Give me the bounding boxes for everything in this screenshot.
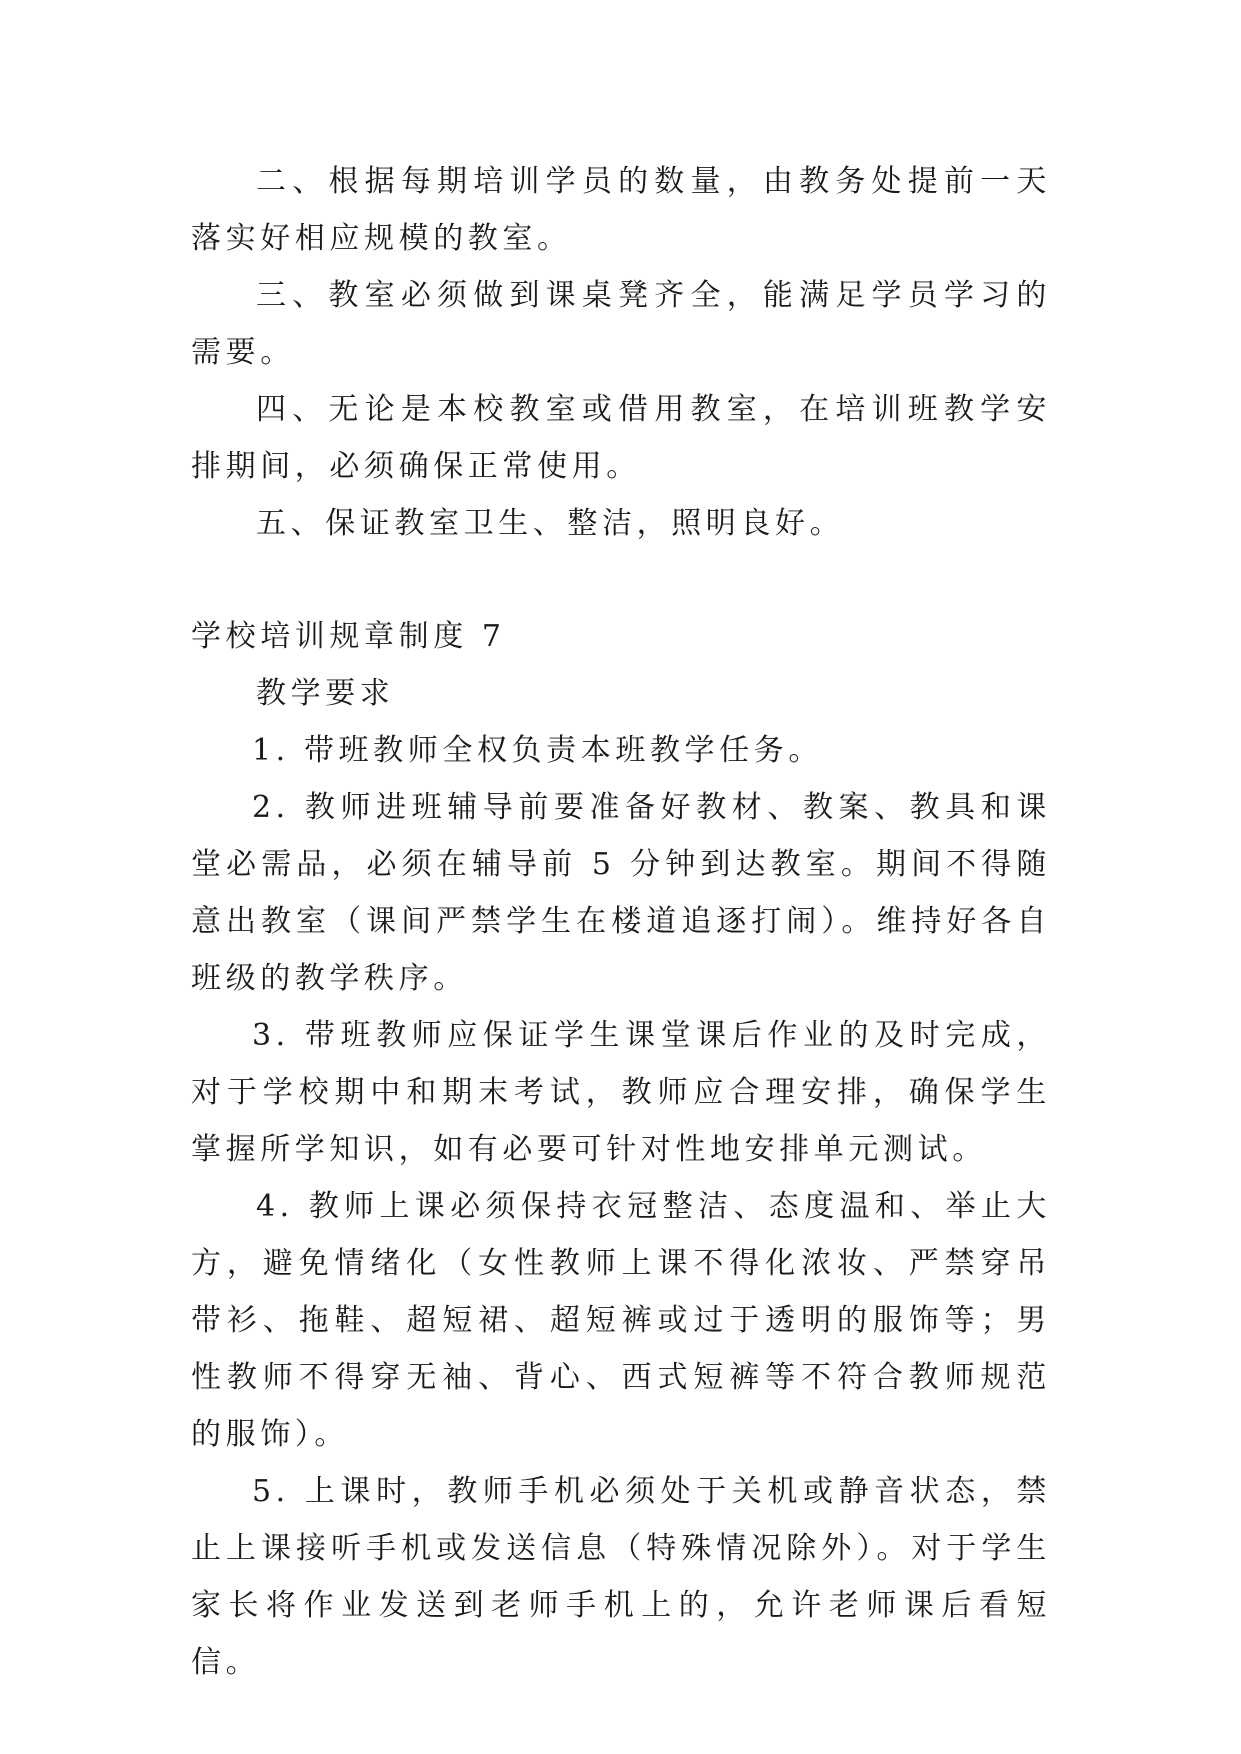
paragraph-classroom-allocation: 二、根据每期培训学员的数量，由教务处提前一天落实好相应规模的教室。 (191, 164, 1051, 256)
teaching-item-4: 4. 教师上课必须保持衣冠整洁、态度温和、举止大方，避免情绪化（女性教师上课不得化浓妆、严禁穿吊带衫、拖鞋、超短裙、超短裤或过于透明的服饰等；男性教师不得穿无袖、背心、西式短裤等不符合教师规范的服饰）。 (191, 1189, 1051, 1452)
paragraph-hygiene: 五、保证教室卫生、整洁，照明良好。 (256, 506, 845, 541)
paragraph-usage: 四、无论是本校教室或借用教室，在培训班教学安排期间，必须确保正常使用。 (191, 392, 1051, 484)
document-body (191, 153, 1051, 1691)
teaching-item-2: 2. 教师进班辅导前要准备好教材、教案、教具和课堂必需品，必须在辅导前 5 分钟到达教室。期间不得随意出教室（课间严禁学生在楼道追逐打闹）。维持好各自班级的教学秩序。 (191, 790, 1051, 996)
teaching-item-5: 5. 上课时，教师手机必须处于关机或静音状态，禁止上课接听手机或发送信息（特殊情况除外）。对于学生家长将作业发送到老师手机上的，允许老师课后看短信。 (191, 1474, 1051, 1680)
teaching-item-3: 3. 带班教师应保证学生课堂课后作业的及时完成，对于学校期中和期末考试，教师应合理安排，确保学生掌握所学知识，如有必要可针对性地安排单元测试。 (191, 1018, 1051, 1167)
paragraph-furniture: 三、教室必须做到课桌凳齐全，能满足学员学习的需要。 (191, 278, 1051, 370)
section-subtitle: 教学要求 (256, 676, 395, 711)
teaching-item-1: 1. 带班教师全权负责本班教学任务。 (252, 733, 823, 768)
section-gap (191, 552, 1051, 608)
section-title: 学校培训规章制度 7 (191, 619, 506, 654)
